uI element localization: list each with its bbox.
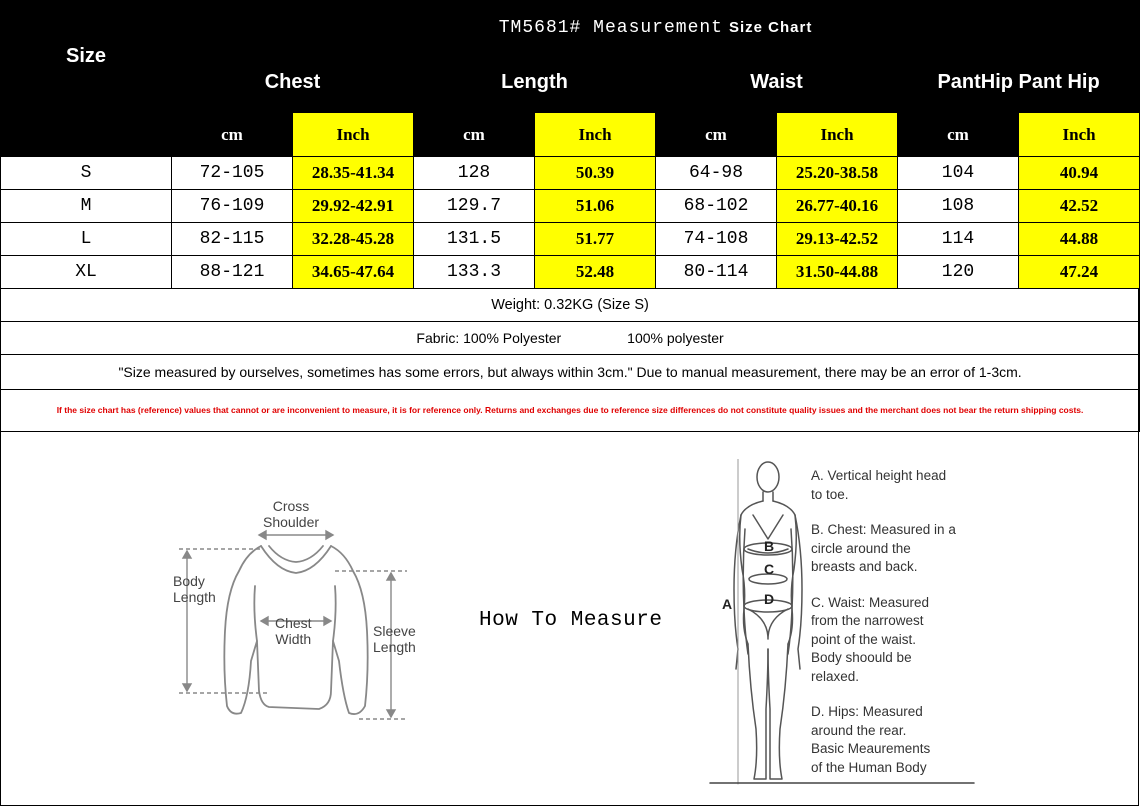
unit-header: Inch — [535, 113, 656, 157]
table-cell: 31.50-44.88 — [777, 256, 898, 289]
fabric-note-secondary: 100% polyester — [627, 330, 724, 346]
measure-legend — [811, 467, 956, 794]
table-cell: 52.48 — [535, 256, 656, 289]
unit-header: cm — [898, 113, 1019, 157]
group-header-waist: Waist — [656, 53, 898, 113]
table-row — [1, 190, 1140, 223]
legend-item: A. Vertical height head to toe. — [811, 468, 947, 502]
table-cell: 51.77 — [535, 223, 656, 256]
how-to-measure-title: How To Measure — [479, 609, 663, 632]
fabric-note — [1, 322, 1140, 355]
table-cell: 82-115 — [172, 223, 293, 256]
unit-header: cm — [656, 113, 777, 157]
table-row — [1, 256, 1140, 289]
table-cell: 114 — [898, 223, 1019, 256]
table-cell: 76-109 — [172, 190, 293, 223]
measurement-disclaimer: "Size measured by ourselves, sometimes has some errors, but always within 3cm." Due to manual measurement, there may be an error of 1-3cm. — [1, 355, 1140, 390]
table-cell: 25.20-38.58 — [777, 157, 898, 190]
chart-title — [172, 1, 1140, 53]
table-cell: 120 — [898, 256, 1019, 289]
marker-a: A — [722, 596, 733, 612]
fabric-note-primary: Fabric: 100% Polyester — [416, 330, 562, 346]
legend-item: B. Chest: Measured in a circle around the breasts and back. — [811, 522, 956, 574]
weight-note: Weight: 0.32KG (Size S) — [1, 289, 1140, 322]
table-cell: 108 — [898, 190, 1019, 223]
size-label: XL — [1, 256, 172, 289]
table-row — [1, 157, 1140, 190]
table-cell: 47.24 — [1019, 256, 1140, 289]
table-cell: 104 — [898, 157, 1019, 190]
size-column-header: Size — [1, 1, 172, 113]
legend-item: C. Waist: Measured from the narrowest point of the waist. Body shoould be relaxed. — [811, 594, 930, 684]
group-header-chest: Chest — [172, 53, 414, 113]
table-cell: 29.13-42.52 — [777, 223, 898, 256]
table-cell: 28.35-41.34 — [293, 157, 414, 190]
return-policy-warning: If the size chart has (reference) values that cannot or are inconvenient to measure, it is for reference only. Returns and exchanges due to reference size differences do not constitute quality issues and the merchant does not bear the return shipping costs. — [1, 390, 1140, 432]
table-cell: 40.94 — [1019, 157, 1140, 190]
table-cell: 26.77-40.16 — [777, 190, 898, 223]
sleeve-length-label: Sleeve Length — [373, 623, 416, 655]
table-cell: 74-108 — [656, 223, 777, 256]
table-cell: 51.06 — [535, 190, 656, 223]
unit-header: Inch — [777, 113, 898, 157]
table-cell: 29.92-42.91 — [293, 190, 414, 223]
table-cell: 44.88 — [1019, 223, 1140, 256]
table-cell: 80-114 — [656, 256, 777, 289]
table-cell: 129.7 — [414, 190, 535, 223]
table-row — [1, 223, 1140, 256]
table-cell: 131.5 — [414, 223, 535, 256]
table-cell: 32.28-45.28 — [293, 223, 414, 256]
unit-row-spacer — [1, 113, 172, 157]
table-cell: 64-98 — [656, 157, 777, 190]
table-cell: 34.65-47.64 — [293, 256, 414, 289]
unit-header: cm — [414, 113, 535, 157]
table-cell: 68-102 — [656, 190, 777, 223]
how-to-measure-section — [1, 431, 1138, 805]
group-header-hip: PantHip Pant Hip — [898, 53, 1140, 113]
size-label: M — [1, 190, 172, 223]
chart-title-main: TM5681# Measurement — [498, 17, 723, 38]
table-cell: 72-105 — [172, 157, 293, 190]
unit-header: Inch — [1019, 113, 1140, 157]
group-header-length: Length — [414, 53, 656, 113]
unit-header: Inch — [293, 113, 414, 157]
size-label: L — [1, 223, 172, 256]
table-cell: 88-121 — [172, 256, 293, 289]
table-cell: 128 — [414, 157, 535, 190]
marker-c: C — [764, 561, 775, 577]
table-cell: 42.52 — [1019, 190, 1140, 223]
legend-item: D. Hips: Measured around the rear. Basic Meaurements of the Human Body — [811, 704, 931, 775]
chart-title-sub: Size Chart — [729, 18, 813, 36]
marker-b: B — [764, 538, 775, 554]
cross-shoulder-label: Cross Shoulder — [263, 498, 320, 530]
size-label: S — [1, 157, 172, 190]
body-length-label: Body Length — [173, 573, 216, 605]
table-cell: 133.3 — [414, 256, 535, 289]
marker-d: D — [764, 591, 775, 607]
table-cell: 50.39 — [535, 157, 656, 190]
chest-width-label: Chest Width — [275, 615, 312, 647]
unit-header: cm — [172, 113, 293, 157]
